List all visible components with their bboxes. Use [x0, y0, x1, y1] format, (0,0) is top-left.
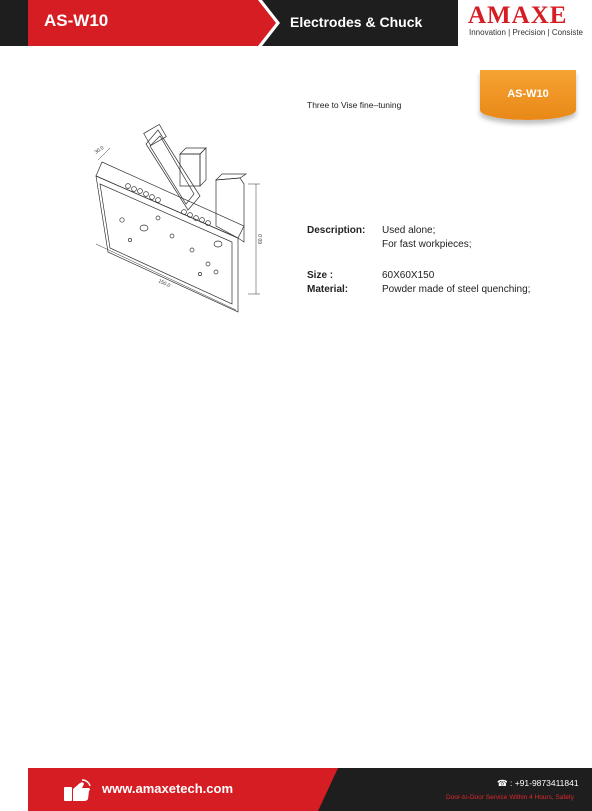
description-label: Description: [307, 225, 366, 236]
category-title: Electrodes & Chuck [290, 14, 423, 30]
size-label: Size : [307, 270, 334, 281]
phone-text: : +91-9873411841 [509, 778, 579, 788]
hole-row [126, 184, 211, 226]
footer-left-margin [0, 768, 28, 811]
material-value: Powder made of steel quenching; [382, 284, 531, 295]
model-title: AS-W10 [44, 11, 109, 30]
phone-icon: ☎ [497, 778, 508, 788]
page-footer [0, 768, 592, 811]
website-link[interactable]: www.amaxetech.com [102, 781, 234, 796]
product-subtitle: Three to Vise fine–tuning [307, 100, 402, 110]
product-technical-drawing [88, 124, 278, 314]
phone-number [497, 778, 579, 789]
dim-top-label: 30.0 [93, 145, 106, 156]
dim-width-label: 150.0 [157, 278, 172, 290]
description-line-1: Used alone; [382, 225, 436, 236]
page-header [0, 0, 592, 46]
brand-logo: AMAXE [468, 2, 568, 29]
service-note: Door-to-Door Service Within 4 Hours, Safety [446, 794, 574, 801]
size-value: 60X60X150 [382, 270, 435, 281]
model-badge [480, 70, 576, 120]
hand-pointer-icon [62, 777, 92, 803]
brand-tagline: Innovation | Precision | Consiste [469, 28, 583, 37]
material-label: Material: [307, 284, 349, 295]
description-line-2: For fast workpieces; [382, 239, 472, 250]
dim-height-label: 60.0 [258, 234, 264, 244]
model-badge-label: AS-W10 [507, 88, 549, 100]
